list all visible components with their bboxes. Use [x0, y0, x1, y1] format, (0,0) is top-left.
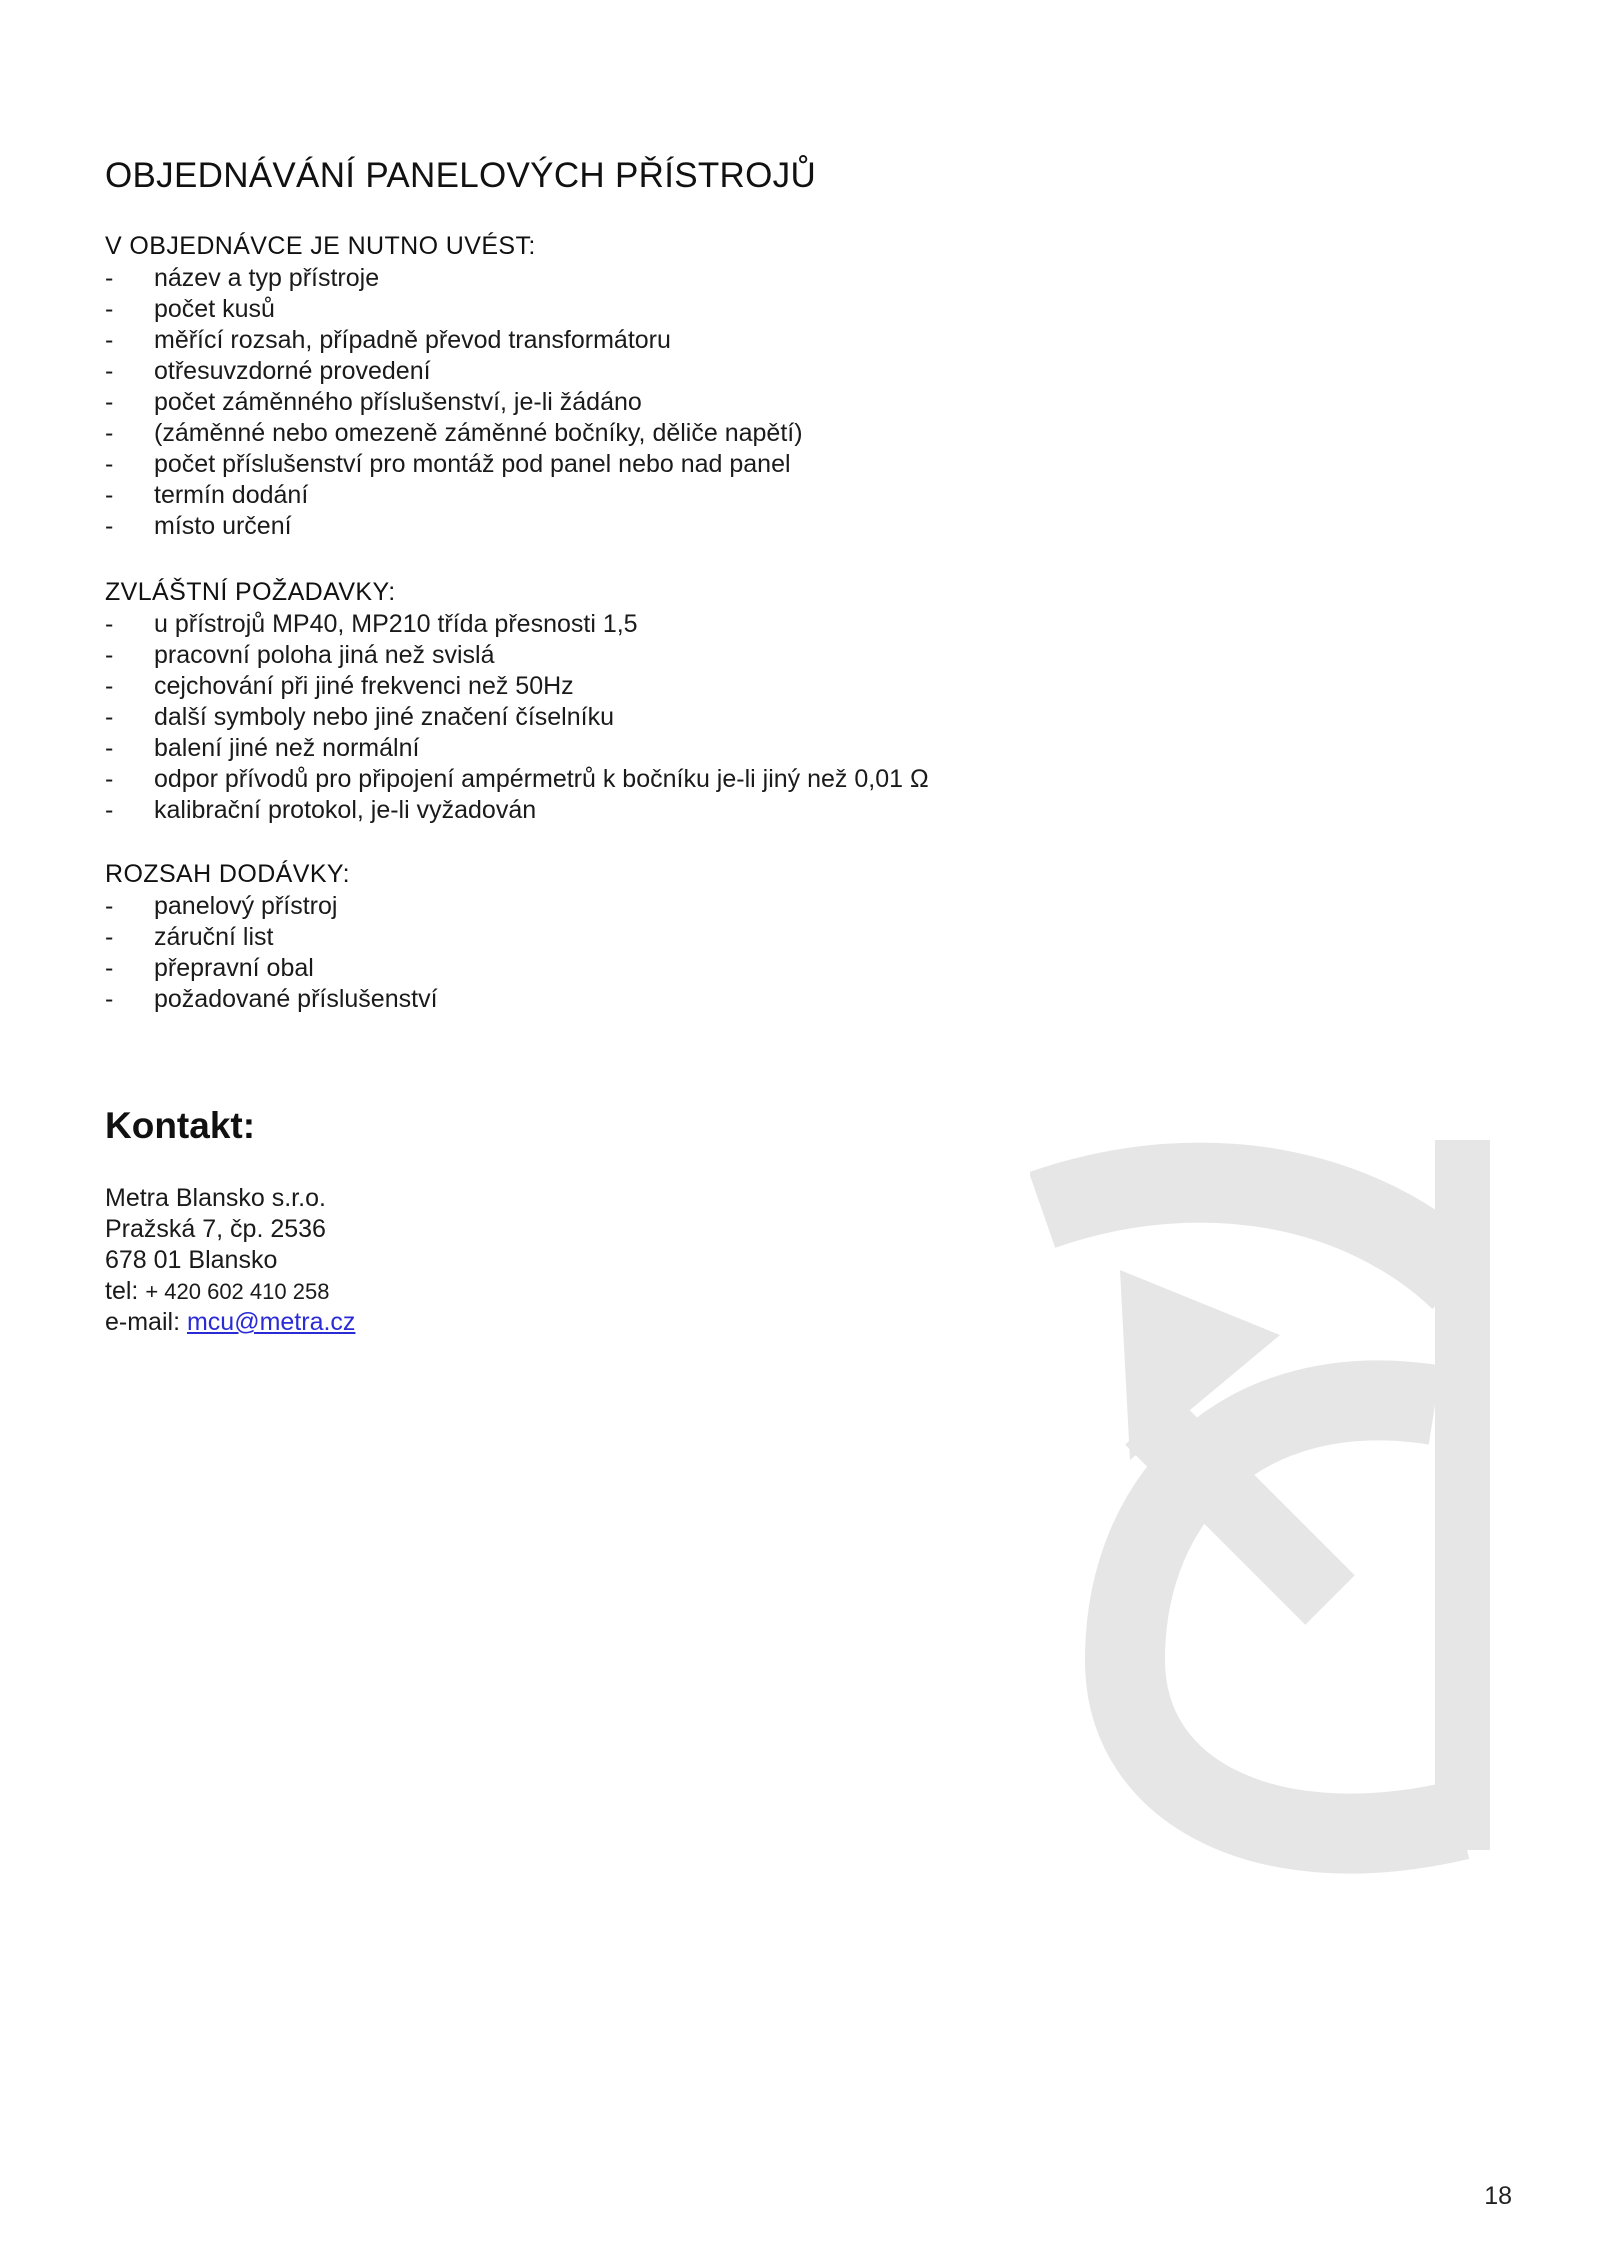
- list-item: [105, 764, 929, 795]
- email-link[interactable]: mcu@metra.cz: [186, 1308, 356, 1336]
- list-item-text: u přístrojů MP40, MP210 třída přesnosti 1,5: [154, 610, 638, 638]
- list-item: [105, 480, 803, 511]
- contact-block: [105, 1183, 355, 1338]
- list-dash: -: [105, 672, 114, 700]
- list-dash: -: [105, 512, 114, 540]
- list-dash: -: [105, 610, 114, 638]
- bullet-list: [105, 891, 438, 1015]
- list-item-text: přepravní obal: [154, 954, 314, 982]
- list-item: [105, 387, 803, 418]
- email-label: e-mail:: [105, 1308, 181, 1336]
- city-address: 678 01 Blansko: [105, 1246, 278, 1274]
- list-item-text: požadované příslušenství: [154, 985, 438, 1013]
- list-dash: -: [105, 481, 114, 509]
- section-heading: ZVLÁŠTNÍ POŽADAVKY:: [105, 578, 396, 606]
- list-dash: -: [105, 734, 114, 762]
- list-dash: -: [105, 892, 114, 920]
- list-item-text: balení jiné než normální: [154, 734, 420, 762]
- special-requirements-section: [105, 576, 929, 826]
- list-item: [105, 922, 438, 953]
- list-item-text: panelový přístroj: [154, 892, 338, 920]
- list-dash: -: [105, 641, 114, 669]
- list-item: [105, 795, 929, 826]
- list-item-text: termín dodání: [154, 481, 309, 509]
- company-name: Metra Blansko s.r.o.: [105, 1184, 326, 1212]
- phone-label: tel:: [105, 1277, 139, 1305]
- list-item-text: odpor přívodů pro připojení ampérmetrů k bočníku je-li jiný než 0,01 Ω: [154, 765, 929, 793]
- contact-heading: Kontakt:: [105, 1105, 256, 1146]
- list-dash: -: [105, 357, 114, 385]
- list-item: [105, 609, 929, 640]
- list-item-text: záruční list: [154, 923, 274, 951]
- list-item-text: počet záměnného příslušenství, je-li žádáno: [154, 388, 642, 416]
- street-address: Pražská 7, čp. 2536: [105, 1215, 326, 1243]
- page-title: OBJEDNÁVÁNÍ PANELOVÝCH PŘÍSTROJŮ: [105, 156, 817, 195]
- list-item-text: otřesuvzdorné provedení: [154, 357, 431, 385]
- list-item-text: cejchování při jiné frekvenci než 50Hz: [154, 672, 574, 700]
- page-number: 18: [1484, 2182, 1512, 2210]
- list-item: [105, 449, 803, 480]
- bullet-list: [105, 263, 803, 542]
- list-item: [105, 640, 929, 671]
- list-item: [105, 356, 803, 387]
- list-item: [105, 702, 929, 733]
- list-item: [105, 733, 929, 764]
- phone-number: + 420 602 410 258: [145, 1279, 330, 1304]
- list-item: [105, 325, 803, 356]
- list-item: [105, 294, 803, 325]
- list-dash: -: [105, 388, 114, 416]
- list-dash: -: [105, 703, 114, 731]
- list-dash: -: [105, 954, 114, 982]
- list-item-text: další symboly nebo jiné značení číselníku: [154, 703, 614, 731]
- list-item-text: pracovní poloha jiná než svislá: [154, 641, 495, 669]
- list-item-text: měřící rozsah, případně převod transformátoru: [154, 326, 671, 354]
- list-dash: -: [105, 295, 114, 323]
- list-dash: -: [105, 450, 114, 478]
- list-item: [105, 671, 929, 702]
- list-dash: -: [105, 765, 114, 793]
- order-requirements-section: [105, 230, 803, 542]
- list-dash: -: [105, 923, 114, 951]
- list-item: [105, 891, 438, 922]
- list-dash: -: [105, 326, 114, 354]
- list-item: [105, 984, 438, 1015]
- list-dash: -: [105, 985, 114, 1013]
- list-item: [105, 511, 803, 542]
- email-line: [105, 1307, 355, 1338]
- bullet-list: [105, 609, 929, 826]
- list-item: [105, 418, 803, 449]
- metra-logo-watermark-icon: [1030, 1130, 1490, 1910]
- list-item-text: (záměnné nebo omezeně záměnné bočníky, děliče napětí): [154, 419, 803, 447]
- phone-line: [105, 1276, 355, 1307]
- list-item-text: kalibrační protokol, je-li vyžadován: [154, 796, 537, 824]
- delivery-scope-section: [105, 858, 438, 1015]
- list-item-text: počet kusů: [154, 295, 275, 323]
- list-dash: -: [105, 796, 114, 824]
- list-dash: -: [105, 264, 114, 292]
- list-dash: -: [105, 419, 114, 447]
- section-heading: ROZSAH DODÁVKY:: [105, 860, 350, 888]
- section-heading: V OBJEDNÁVCE JE NUTNO UVÉST:: [105, 232, 536, 260]
- list-item-text: místo určení: [154, 512, 292, 540]
- list-item-text: název a typ přístroje: [154, 264, 380, 292]
- list-item-text: počet příslušenství pro montáž pod panel nebo nad panel: [154, 450, 791, 478]
- list-item: [105, 953, 438, 984]
- list-item: [105, 263, 803, 294]
- watermark-shape: [1042, 1140, 1475, 1850]
